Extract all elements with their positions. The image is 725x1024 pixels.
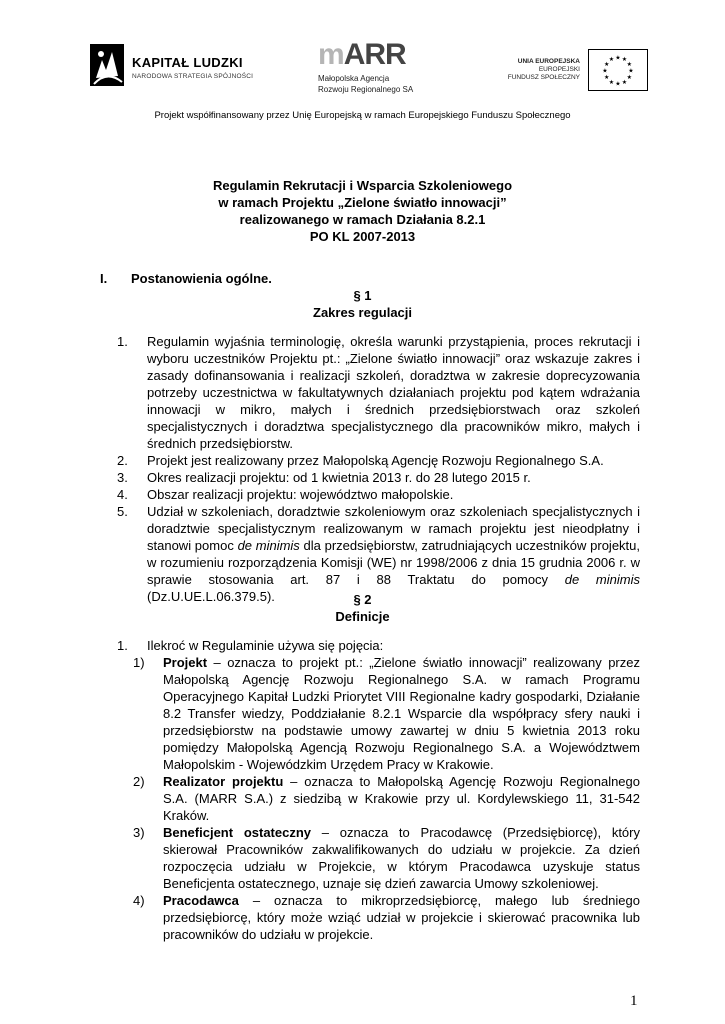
kapital-ludzki-emblem-icon bbox=[88, 40, 126, 90]
definition-text: – oznacza to mikroprzedsiębiorcę, małego lub średniego przedsiębiorcę, który może wziąć udział w projekcie i skierować pracownika lub pracowników do udziału w projekcie. bbox=[163, 893, 640, 942]
eu-star-icon: ★ bbox=[608, 78, 615, 86]
list-item-number: 5. bbox=[117, 504, 128, 519]
definition-number: 4) bbox=[133, 893, 145, 908]
section-title: Postanowienia ogólne. bbox=[131, 271, 272, 286]
marr-wordmark-m: m bbox=[318, 38, 344, 71]
title-line-2: w ramach Projektu „Zielone światło innowacji” bbox=[218, 195, 507, 210]
eu-label-line-2: EUROPEJSKI bbox=[538, 66, 580, 73]
list-item bbox=[117, 486, 640, 503]
eu-star-icon: ★ bbox=[604, 61, 610, 68]
list-item bbox=[117, 333, 640, 452]
marr-line-1: Małopolska Agencja bbox=[318, 74, 390, 83]
marr-logo bbox=[318, 40, 438, 96]
definition-item bbox=[133, 654, 640, 773]
eu-label bbox=[470, 58, 580, 82]
marr-wordmark bbox=[318, 38, 406, 72]
section-number: I. bbox=[100, 271, 108, 286]
definition-item bbox=[133, 892, 640, 943]
definition-term: Projekt bbox=[163, 655, 208, 670]
page-header bbox=[0, 0, 725, 100]
paragraph-2-list bbox=[117, 637, 640, 943]
list-item-text: Ilekroć w Regulaminie używa się pojęcia: bbox=[147, 638, 384, 653]
document-title bbox=[0, 177, 725, 245]
title-line-4: PO KL 2007-2013 bbox=[309, 229, 416, 244]
list-item-text: Udział w szkoleniach, doradztwie szkoleniowym oraz szkoleniach specjalistycznych i doradztwie specjalistycznym realizowanym w ramach projektu jest nieodpłatny i stanowi pomoc bbox=[147, 504, 640, 553]
eu-star-icon: ★ bbox=[615, 80, 621, 88]
list-item-text: Obszar realizacji projektu: województwo małopolskie. bbox=[147, 487, 454, 502]
definitions-list bbox=[133, 654, 640, 943]
list-item bbox=[117, 452, 640, 469]
definition-text: – oznacza to Małopolską Agencję Rozwoju Regionalnego S.A. (MARR S.A.) z siedzibą w Krakowie przy ul. Kordylewskiego 11, 31-542 Kraków. bbox=[163, 774, 640, 823]
list-item-number: 3. bbox=[117, 470, 128, 485]
eu-star-icon: ★ bbox=[626, 74, 632, 81]
eu-label-line-3: FUNDUSZ SPOŁECZNY bbox=[507, 74, 580, 81]
kapital-ludzki-subtitle: NARODOWA STRATEGIA SPÓJNOŚCI bbox=[132, 73, 254, 80]
definition-number: 3) bbox=[133, 825, 145, 840]
eu-star-icon: ★ bbox=[604, 74, 610, 81]
list-item-text: (Dz.U.UE.L.06.379.5). bbox=[147, 589, 275, 604]
list-item-number: 1. bbox=[117, 334, 128, 349]
page-number: 1 bbox=[630, 993, 638, 1009]
list-item bbox=[117, 637, 640, 654]
list-item-text: Okres realizacji projektu: od 1 kwietnia 2013 r. do 28 lutego 2015 r. bbox=[147, 470, 531, 485]
definition-text: – oznacza to projekt pt.: „Zielone światło innowacji” realizowany przez Małopolską Agencję Rozwoju Regionalnego S.A. w ramach Programu Operacyjnego Kapitał Ludzki Priorytet VIII Regionalne kadry gospodarki, Działanie 8.2 Transfer wiedzy, Poddziałanie 8.2.1 Wsparcie dla współpracy sfery nauki i przedsiębiorstw na podstawie umowy zawartej w dniu 5 kwietnia 2013 roku pomiędzy Małopolską Agencją Rozwoju Regionalnego S.A. a Województwem Małopolskim - Wojewódzkim Urzędem Pracy w Krakowie. bbox=[163, 655, 640, 772]
kapital-ludzki-title: KAPITAŁ LUDZKI bbox=[132, 55, 243, 70]
eu-star-icon: ★ bbox=[621, 78, 628, 86]
section-heading bbox=[100, 270, 272, 287]
list-item-number: 1. bbox=[117, 638, 128, 653]
paragraph-1-number: § 1 bbox=[353, 288, 372, 303]
definition-term: Beneficjent ostateczny bbox=[163, 825, 312, 840]
list-item-italic-term: de minimis bbox=[237, 538, 300, 553]
title-line-1: Regulamin Rekrutacji i Wsparcia Szkoleniowego bbox=[212, 178, 513, 193]
marr-wordmark-rest: ARR bbox=[343, 38, 406, 71]
list-item-text: Regulamin wyjaśnia terminologię, określa warunki przystąpienia, proces rekrutacji i wyboru uczestników Projektu pt.: „Zielone światło innowacji” oraz wskazuje zakres i zasady dofinansowania i realizacji szkoleń, doradztwa w zakresie doprecyzowania potrzeby uczestnictwa w fakultatywnych działaniach projektu pod kątem wdrażania innowacji w mikro, małych i średnich przedsiębiorstwach oraz szkoleń specjalistycznych i doradztwa specjalistycznego dla pracowników mikro, małych i średnich przedsiębiorstw. bbox=[147, 334, 640, 451]
eu-label-line-1: UNIA EUROPEJSKA bbox=[517, 58, 580, 65]
eu-star-icon: ★ bbox=[608, 56, 615, 64]
list-item-text: Projekt jest realizowany przez Małopolską Agencję Rozwoju Regionalnego S.A. bbox=[147, 453, 604, 468]
list-item bbox=[117, 503, 640, 605]
eu-star-icon: ★ bbox=[626, 61, 632, 68]
definition-text: – oznacza to Pracodawcę (Przedsiębiorcę), który skierował Pracowników zakwalifikowanych do udziału w projekcie. Za dzień rozpoczęcia udziału w Projekcie, w którym Pracodawca uzyskuje status Beneficjenta ostatecznego, uznaje się dzień zawarcia Umowy szkoleniowej. bbox=[163, 825, 640, 891]
paragraph-1-list bbox=[117, 333, 640, 605]
eu-star-icon: ★ bbox=[621, 56, 628, 64]
list-item-number: 2. bbox=[117, 453, 128, 468]
definition-item bbox=[133, 824, 640, 892]
kapital-ludzki-logo bbox=[88, 40, 268, 92]
definition-term: Realizator projektu bbox=[163, 774, 284, 789]
list-item-italic-term: de minimis bbox=[564, 572, 640, 587]
paragraph-2-title: Definicje bbox=[335, 609, 390, 624]
definition-number: 1) bbox=[133, 655, 145, 670]
eu-star-icon: ★ bbox=[628, 67, 634, 75]
list-item-text: dla przedsiębiorstw, zatrudniających uczestników projektu, w rozumieniu rozporządzenia Komisji (WE) nr 1998/2006 z dnia 15 grudnia 2006 r. w sprawie stosowania art. 87 i 88 Traktatu do pomocy bbox=[147, 538, 641, 587]
definition-term: Pracodawca bbox=[163, 893, 239, 908]
definition-number: 2) bbox=[133, 774, 145, 789]
title-line-3: realizowanego w ramach Działania 8.2.1 bbox=[239, 212, 486, 227]
list-item bbox=[117, 469, 640, 486]
definition-item bbox=[133, 773, 640, 824]
eu-star-icon: ★ bbox=[615, 54, 621, 62]
marr-line-2: Rozwoju Regionalnego SA bbox=[318, 85, 414, 94]
eu-star-icon: ★ bbox=[602, 67, 608, 75]
cofinancing-note: Projekt współfinansowany przez Unię Europejską w ramach Europejskiego Funduszu Społecznego bbox=[154, 110, 571, 121]
eu-flag-icon bbox=[588, 49, 648, 91]
paragraph-1-title: Zakres regulacji bbox=[313, 305, 412, 320]
list-item-number: 4. bbox=[117, 487, 128, 502]
paragraph-2-number: § 2 bbox=[353, 592, 372, 607]
